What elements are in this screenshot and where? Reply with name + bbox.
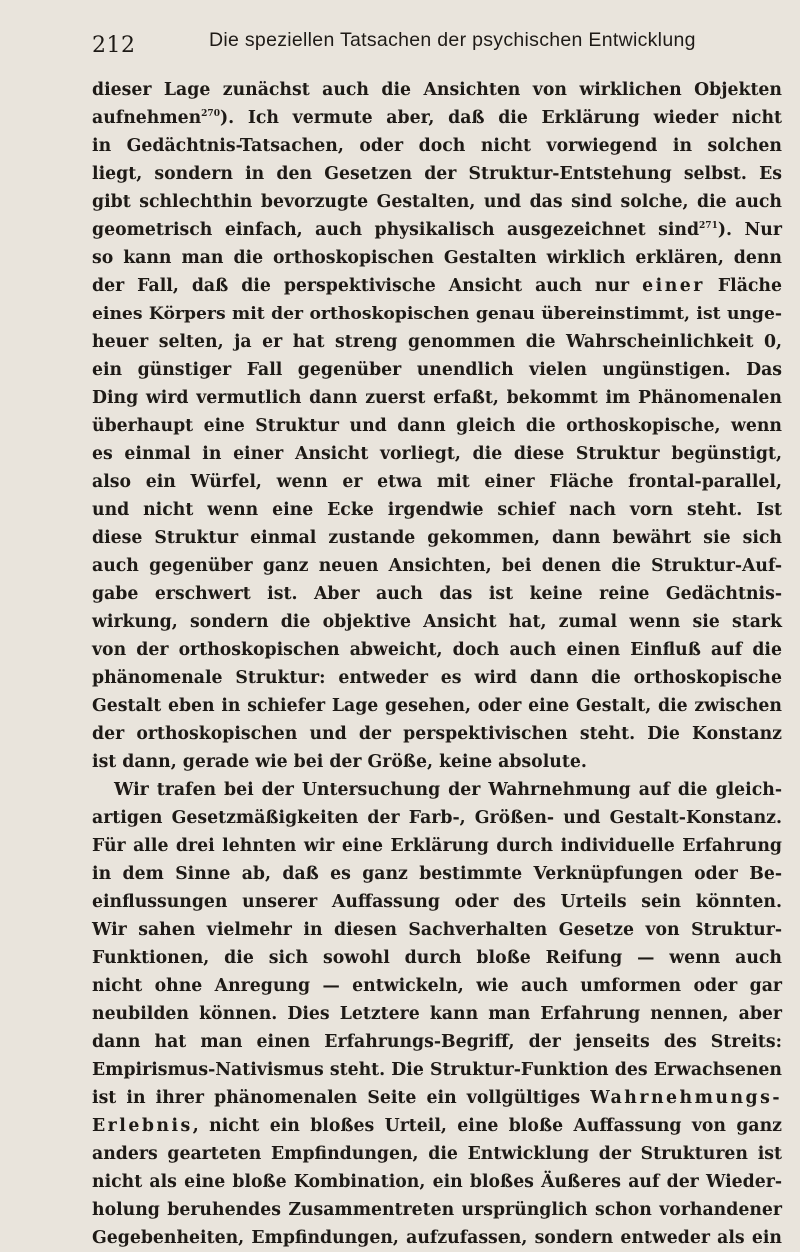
text-line: phänomenale Struktur: entweder es wird dann die orthoskopische bbox=[92, 668, 782, 688]
text-line: dieser Lage zunächst auch die Ansichten von wirklichen Objekten bbox=[92, 80, 782, 100]
text-line: nicht ohne Anregung — entwickeln, wie auch umformen oder gar bbox=[92, 976, 782, 996]
page-number: 212 bbox=[92, 33, 136, 58]
running-title: Die speziellen Tatsachen der psychischen Entwicklung bbox=[209, 29, 696, 51]
text-line: aufnehmen$^{270}$). Ich vermute aber, daß die Erklärung wieder nicht bbox=[92, 108, 782, 128]
text-line: der orthoskopischen und der perspektivischen steht. Die Konstanz bbox=[92, 724, 782, 744]
text-line: so kann man die orthoskopischen Gestalten wirklich erklären, denn bbox=[92, 248, 782, 268]
text-line: anders gearteten Empfindungen, die Entwicklung der Strukturen ist bbox=[92, 1144, 782, 1164]
text-line: wirkung, sondern die objektive Ansicht hat, zumal wenn sie stark bbox=[92, 612, 782, 632]
text-line: in Gedächtnis-Tatsachen, oder doch nicht vorwiegend in solchen bbox=[92, 136, 782, 156]
text-line: Erlebnis, nicht ein bloßes Urteil, eine bloße Auffassung von ganz bbox=[92, 1116, 782, 1136]
footnote-reference: 270 bbox=[201, 109, 220, 119]
emphasized-word: einer bbox=[642, 276, 705, 296]
text-line: eines Körpers mit der orthoskopischen genau übereinstimmt, ist unge- bbox=[92, 304, 782, 324]
text-line: und nicht wenn eine Ecke irgendwie schief nach vorn steht. Ist bbox=[92, 500, 782, 520]
text-line: Funktionen, die sich sowohl durch bloße Reifung — wenn auch bbox=[92, 948, 782, 968]
text-line: Für alle drei lehnten wir eine Erklärung durch individuelle Erfahrung bbox=[92, 836, 782, 856]
text-line: Wir trafen bei der Untersuchung der Wahrnehmung auf die gleich- bbox=[114, 780, 782, 800]
text-line: heuer selten, ja er hat streng genommen die Wahrscheinlichkeit 0, bbox=[92, 332, 782, 352]
text-line: nicht als eine bloße Kombination, ein bloßes Äußeres auf der Wieder- bbox=[92, 1172, 782, 1192]
text-line: ist in ihrer phänomenalen Seite ein vollgültiges Wahrnehmungs- bbox=[92, 1088, 782, 1108]
emphasized-word: Erlebnis bbox=[92, 1116, 193, 1136]
page-header bbox=[92, 29, 792, 63]
text-line: artigen Gesetzmäßigkeiten der Farb-, Größen- und Gestalt-Konstanz. bbox=[92, 808, 782, 828]
text-line: gibt schlechthin bevorzugte Gestalten, und das sind solche, die auch bbox=[92, 192, 782, 212]
text-line: Gegebenheiten, Empfindungen, aufzufassen, sondern entweder als ein bbox=[92, 1228, 782, 1248]
text-line: es einmal in einer Ansicht vorliegt, die diese Struktur begünstigt, bbox=[92, 444, 782, 464]
body-text bbox=[92, 76, 782, 1252]
text-line: von der orthoskopischen abweicht, doch auch einen Einfluß auf die bbox=[92, 640, 782, 660]
text-line: liegt, sondern in den Gesetzen der Struktur-Entstehung selbst. Es bbox=[92, 164, 782, 184]
text-line: diese Struktur einmal zustande gekommen, dann bewährt sie sich bbox=[92, 528, 782, 548]
text-line: Wir sahen vielmehr in diesen Sachverhalten Gesetze von Struktur- bbox=[92, 920, 782, 940]
emphasized-word: Wahrnehmungs- bbox=[590, 1088, 782, 1108]
text-line: Ding wird vermutlich dann zuerst erfaßt, bekommt im Phänomenalen bbox=[92, 388, 782, 408]
text-line: gabe erschwert ist. Aber auch das ist keine reine Gedächtnis- bbox=[92, 584, 782, 604]
text-line: überhaupt eine Struktur und dann gleich die orthoskopische, wenn bbox=[92, 416, 782, 436]
text-line: einflussungen unserer Auffassung oder des Urteils sein könnten. bbox=[92, 892, 782, 912]
text-line: neubilden können. Dies Letztere kann man Erfahrung nennen, aber bbox=[92, 1004, 782, 1024]
text-line: in dem Sinne ab, daß es ganz bestimmte Verknüpfungen oder Be- bbox=[92, 864, 782, 884]
footnote-reference: 271 bbox=[699, 221, 718, 231]
text-line: geometrisch einfach, auch physikalisch ausgezeichnet sind$^{271}$). Nur bbox=[92, 220, 782, 240]
text-line: dann hat man einen Erfahrungs-Begriff, der jenseits des Streits: bbox=[92, 1032, 782, 1052]
text-line: auch gegenüber ganz neuen Ansichten, bei denen die Struktur-Auf- bbox=[92, 556, 782, 576]
text-line: Empirismus-Nativismus steht. Die Struktur-Funktion des Erwachsenen bbox=[92, 1060, 782, 1080]
text-line: ist dann, gerade wie bei der Größe, keine absolute. bbox=[92, 752, 587, 772]
text-line: ein günstiger Fall gegenüber unendlich vielen ungünstigen. Das bbox=[92, 360, 782, 380]
text-line: holung beruhendes Zusammentreten ursprünglich schon vorhandener bbox=[92, 1200, 782, 1220]
text-line: der Fall, daß die perspektivische Ansicht auch nur einer Fläche bbox=[92, 276, 782, 296]
text-line: also ein Würfel, wenn er etwa mit einer Fläche frontal-parallel, bbox=[92, 472, 782, 492]
text-line: Gestalt eben in schiefer Lage gesehen, oder eine Gestalt, die zwischen bbox=[92, 696, 782, 716]
